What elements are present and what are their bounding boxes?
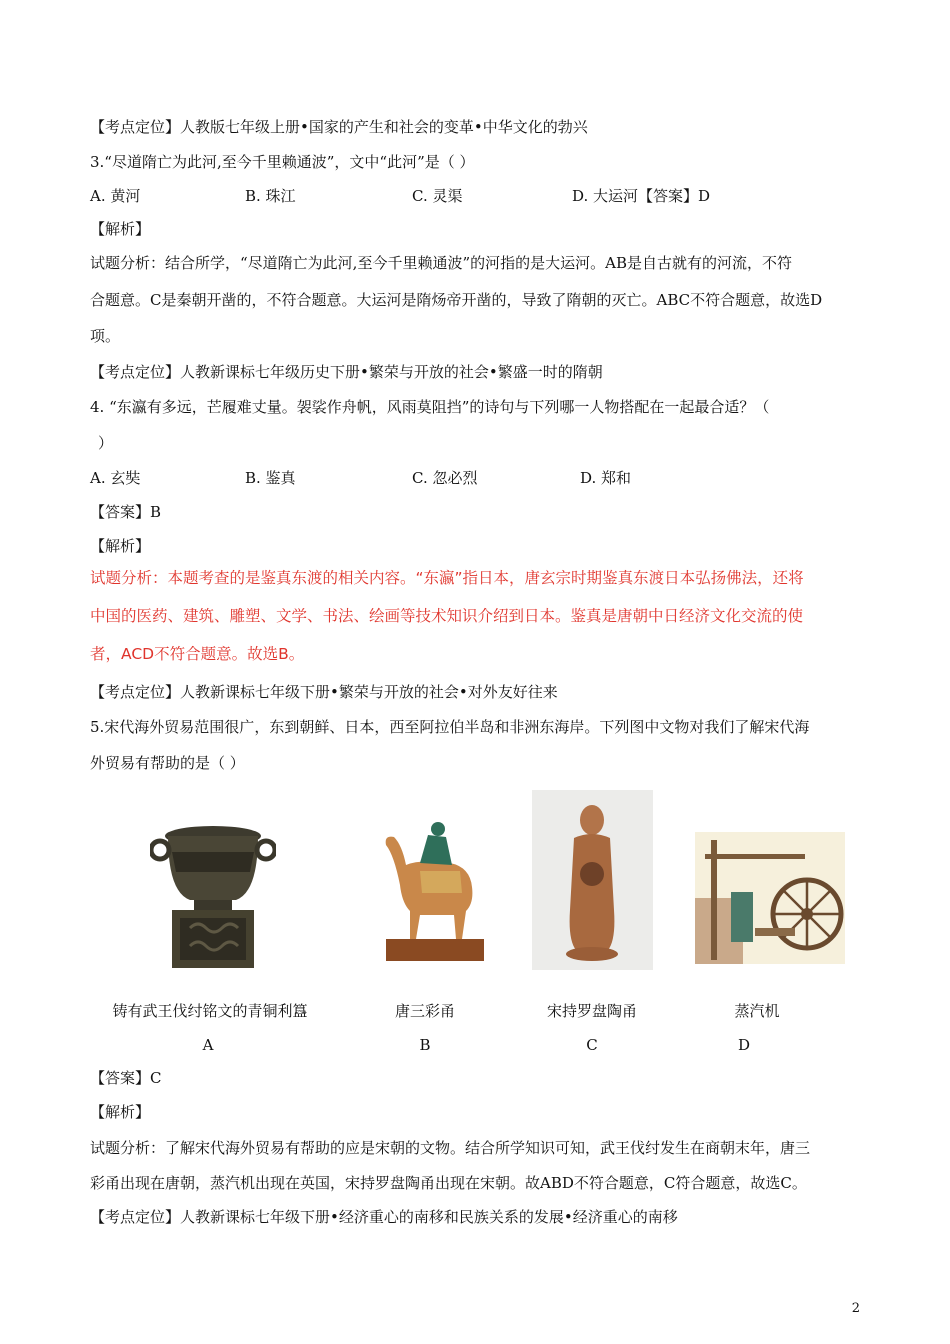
steam-engine-image: [695, 832, 845, 964]
letter-c: C: [586, 1036, 598, 1054]
caption-b: 唐三彩甬: [394, 1002, 455, 1020]
song-compass-figurine-image: [532, 790, 653, 970]
q3-analysis-3: 项。: [90, 327, 121, 345]
q3-analysis-2: 合题意。C是秦朝开凿的，不符合题意。大运河是隋炀帝开凿的，导致了隋朝的灭亡。ABC不符合题意，故选D: [90, 291, 823, 309]
caption-c: 宋持罗盘陶甬: [546, 1002, 637, 1020]
q4-option-d: D. 郑和: [580, 469, 632, 487]
q3-option-c: C. 灵渠: [412, 187, 463, 205]
question-4-line1: 4. “东瀛有多远，芒履难丈量。袈裟作舟帆，风雨莫阻挡”的诗句与下列哪一人物搭配在一起最合适？（: [90, 398, 770, 416]
q3-kaodian: 【考点定位】人教新课标七年级历史下册•繁荣与开放的社会•繁盛一时的隋朝: [90, 363, 603, 381]
q5-kaodian: 【考点定位】人教新课标七年级下册•经济重心的南移和民族关系的发展•经济重心的南移: [90, 1208, 678, 1226]
q4-option-a: A. 玄奘: [90, 469, 141, 487]
q4-answer: 【答案】B: [90, 503, 162, 521]
question-5-line1: 5.宋代海外贸易范围很广，东到朝鲜、日本，西至阿拉伯半岛和非洲东海岸。下列图中文物对我们了解宋代海: [90, 718, 810, 736]
q3-jiexi: 【解析】: [90, 220, 151, 238]
caption-d: 蒸汽机: [734, 1002, 780, 1020]
q4-option-b: B. 鉴真: [245, 469, 296, 487]
question-4-line2: ）: [98, 434, 114, 452]
page-number: 2: [851, 1301, 860, 1316]
tang-sancai-image: [380, 815, 488, 965]
q5-jiexi: 【解析】: [90, 1103, 151, 1121]
question-3: 3.“尽道隋亡为此河,至今千里赖通波”，文中“此河”是（ ）: [90, 153, 475, 171]
question-5-line2: 外贸易有帮助的是（ ）: [90, 754, 245, 772]
q4-kaodian: 【考点定位】人教新课标七年级下册•繁荣与开放的社会•对外友好往来: [90, 683, 558, 701]
q3-option-b: B. 珠江: [245, 187, 296, 205]
bronze-gui-image: [150, 812, 276, 970]
q4-analysis-1: 试题分析：本题考查的是鉴真东渡的相关内容。“东瀛”指日本，唐玄宗时期鉴真东渡日本弘扬佛法，还将: [90, 569, 804, 587]
q5-analysis-1: 试题分析：了解宋代海外贸易有帮助的应是宋朝的文物。结合所学知识可知，武王伐纣发生在商朝末年，唐三: [90, 1139, 811, 1157]
q4-jiexi: 【解析】: [90, 537, 151, 555]
q4-analysis-3: 者，ACD不符合题意。故选B。: [90, 645, 305, 663]
kaodian-q2: 【考点定位】人教版七年级上册•国家的产生和社会的变革•中华文化的勃兴: [90, 118, 588, 136]
letter-b: B: [419, 1036, 431, 1054]
letter-a: A: [202, 1036, 214, 1054]
q4-option-c: C. 忽必烈: [412, 469, 478, 487]
q3-option-d-answer: D. 大运河【答案】D: [572, 187, 711, 205]
q4-analysis-2: 中国的医药、建筑、雕塑、文学、书法、绘画等技术知识介绍到日本。鉴真是唐朝中日经济文化交流的使: [90, 607, 804, 625]
q5-analysis-2: 彩甬出现在唐朝，蒸汽机出现在英国，宋持罗盘陶甬出现在宋朝。故ABD不符合题意，C符合题意，故选C。: [90, 1174, 807, 1192]
letter-d: D: [737, 1036, 751, 1054]
q3-option-a: A. 黄河: [90, 187, 141, 205]
caption-a: 铸有武王伐纣铭文的青铜利簋: [112, 1002, 308, 1020]
q5-answer: 【答案】C: [90, 1069, 162, 1087]
q3-analysis-1: 试题分析：结合所学，“尽道隋亡为此河,至今千里赖通波”的河指的是大运河。AB是自古就有的河流，不符: [90, 254, 792, 272]
